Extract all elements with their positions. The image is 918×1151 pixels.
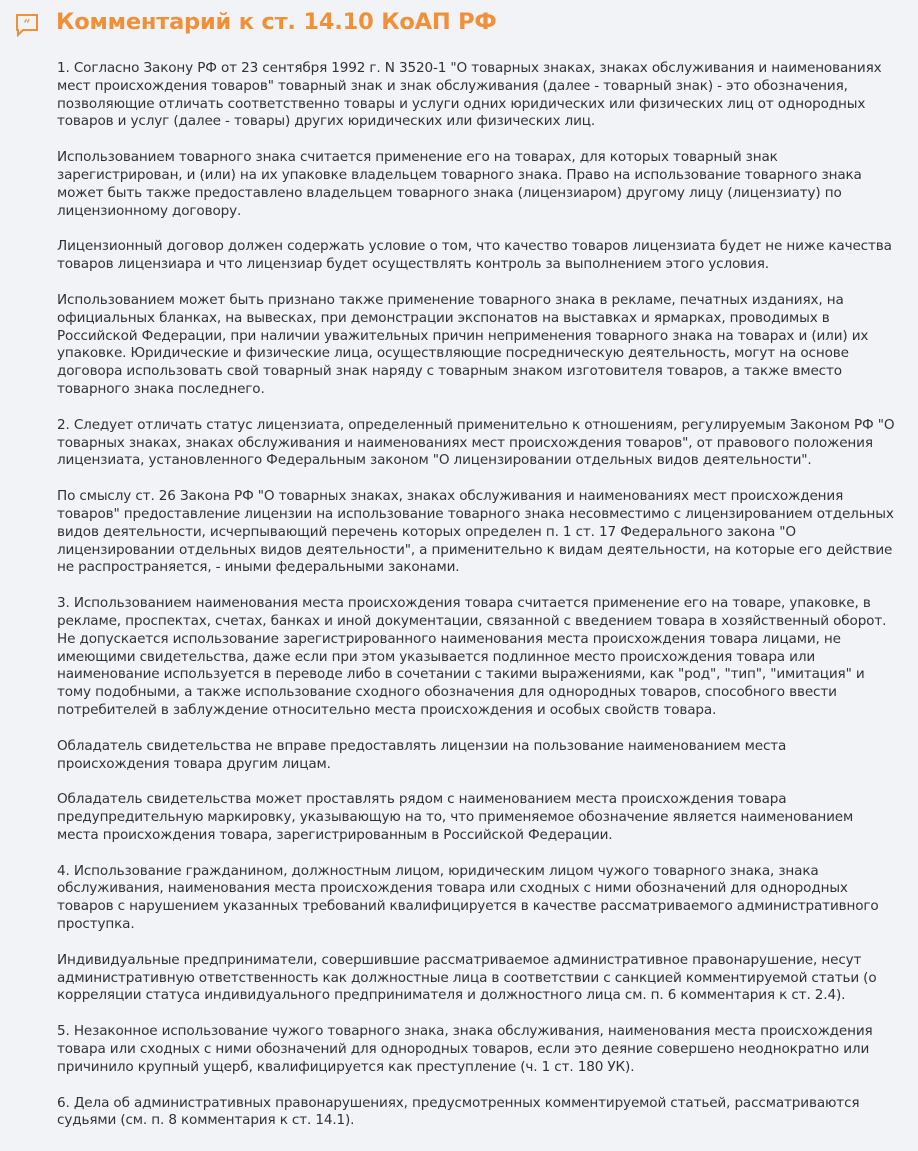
paragraph-2: Использованием товарного знака считается применение его на товарах, для которых товарный знак зарегистрирован, и (или) на их упаковке владельцем товарного знака. Право на использование товарного знака может быть также предоставлено владельцем товарного знака (лицензиаром) другому лицу (лицензиату) по лицензионному договору. xyxy=(57,149,862,219)
paragraph-13: 6. Дела об административных правонарушениях, предусмотренных комментируемой статьей, рассматриваются судьями (см. п. 8 комментария к ст. 14.1). xyxy=(57,1094,860,1129)
paragraph-7: 3. Использованием наименования места происхождения товара считается применение его на товаре, упаковке, в рекламе, проспектах, счетах, банках и иной документации, связанной с введением товара в хозяйственный оборот. Не допускается использование зарегистрированного наименования места происхождения товара лицами, не имеющими свидетельства, даже если при этом указывается подлинное место происхождения товара или наименование используется в переводе либо в сочетании с такими выражениями, как "род", "тип", "имитация" и тому подобными, а также использование сходного обозначения для однородных товаров, способного ввести потребителей в заблуждение относительно места происхождения и особых свойств товара. xyxy=(57,595,887,718)
comment-header xyxy=(0,0,918,48)
page-title: Комментарий к ст. 14.10 КоАП РФ xyxy=(56,9,497,35)
svg-text:“: “ xyxy=(23,17,31,31)
paragraph-9: Обладатель свидетельства может проставлять рядом с наименованием места происхождения товара предупредительную маркировку, указывающую на то, что применяемое обозначение является наименованием места происхождения товара, зарегистрированным в Российской Федерации. xyxy=(57,791,854,843)
paragraph-4: Использованием может быть признано также применение товарного знака в рекламе, печатных изданиях, на официальных бланках, на вывесках, при демонстрации экспонатов на выставках и ярмарках, проводимых в Российской Федерации, при наличии уважительных причин неприменения товарного знака на товарах и (или) их упаковке. Юридические и физические лица, осуществляющие посредническую деятельность, могут на основе договора использовать свой товарный знак наряду с товарным знаком изготовителя товаров, а также вместо товарного знака последнего. xyxy=(57,291,869,397)
paragraph-1: 1. Согласно Закону РФ от 23 сентября 1992 г. N 3520-1 "О товарных знаках, знаках обслуживания и наименованиях мест происхождения товаров" товарный знак и знак обслуживания (далее - товарный знак) - это обозначения, позволяющие отличать соответственно товары и услуги одних юридических или физических лиц от однородных товаров и услуг (далее - товары) других юридических или физических лиц. xyxy=(57,60,882,130)
paragraph-6: По смыслу ст. 26 Закона РФ "О товарных знаках, знаках обслуживания и наименованиях мест происхождения товаров" предоставление лицензии на использование товарного знака несовместимо с лицензированием отдельных видов деятельности, исчерпывающий перечень которых определен п. 1 ст. 17 Федерального закона "О лицензировании отдельных видов деятельности", а применительно к видам деятельности, на которые его действие не распространяется, - иными федеральными законами. xyxy=(57,488,894,576)
commentary-body xyxy=(57,60,897,1148)
paragraph-12: 5. Незаконное использование чужого товарного знака, знака обслуживания, наименования места происхождения товара или сходных с ними обозначений для однородных товаров, если это деяние совершено неоднократно или причинило крупный ущерб, квалифицируется как преступление (ч. 1 ст. 180 УК). xyxy=(57,1023,873,1075)
quote-bubble-icon xyxy=(15,13,39,37)
paragraph-8: Обладатель свидетельства не вправе предоставлять лицензии на пользование наименованием места происхождения товара другим лицам. xyxy=(57,737,787,772)
paragraph-10: 4. Использование гражданином, должностным лицом, юридическим лицом чужого товарного знака, знака обслуживания, наименования места происхождения товара или сходных с ними обозначений для однородных товаров с нарушением указанных требований квалифицируется в качестве рассматриваемого административного проступка. xyxy=(57,862,879,933)
paragraph-5: 2. Следует отличать статус лицензиата, определенный применительно к отношениям, регулируемым Законом РФ "О товарных знаках, знаках обслуживания и наименованиях мест происхождения товаров", от правового положения лицензиата, установленного Федеральным законом "О лицензировании отдельных видов деятельности". xyxy=(57,416,895,469)
paragraph-3: Лицензионный договор должен содержать условие о том, что качество товаров лицензиата будет не ниже качества товаров лицензиара и что лицензиар будет осуществлять контроль за выполнением этого условия. xyxy=(57,238,892,273)
paragraph-11: Индивидуальные предприниматели, совершившие рассматриваемое административное правонарушение, несут административную ответственность как должностные лица в соответствии с санкцией комментируемой статьи (о корреляции статуса индивидуального предпринимателя и должностного лица см. п. 6 комментария к ст. 2.4). xyxy=(57,951,877,1004)
